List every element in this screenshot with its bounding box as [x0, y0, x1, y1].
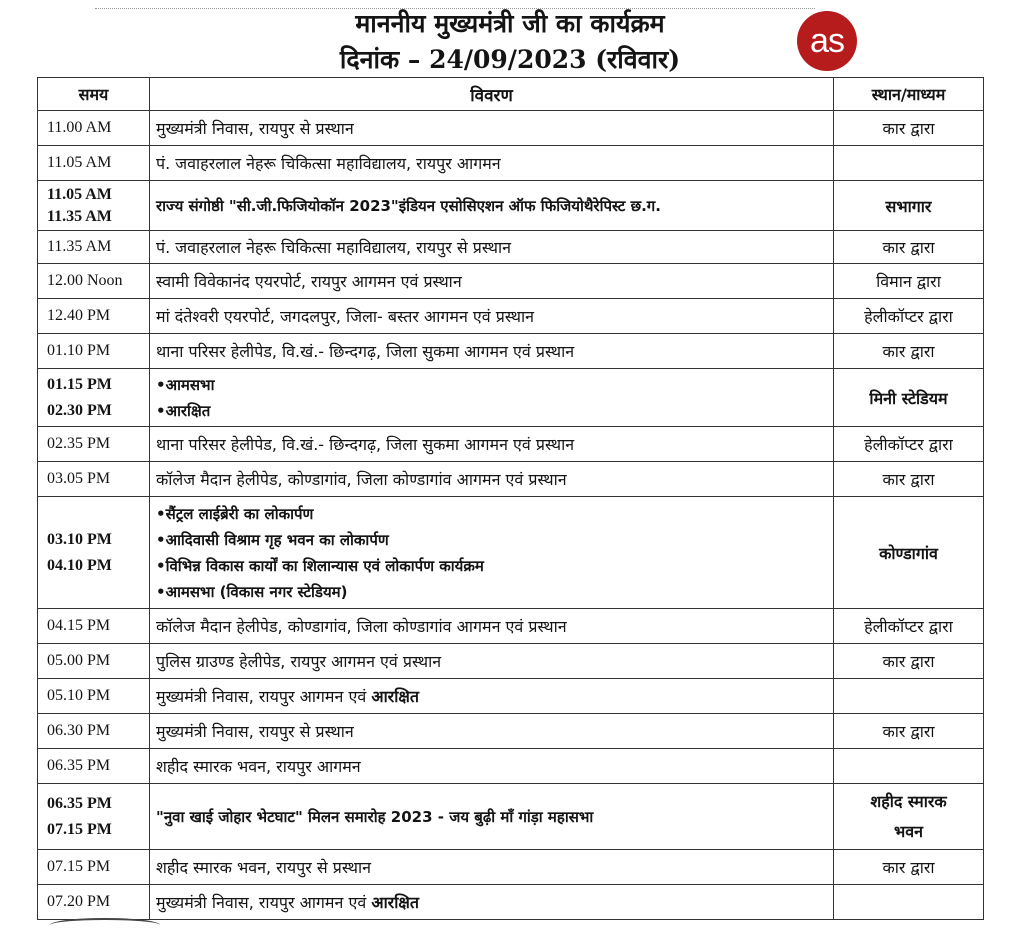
details-cell: कॉलेज मैदान हेलीपेड, कोण्डागांव, जिला कोण्डागांव आगमन एवं प्रस्थान: [150, 462, 834, 497]
details-cell: पुलिस ग्राउण्ड हेलीपेड, रायपुर आगमन एवं प्रस्थान: [150, 644, 834, 679]
table-row: [38, 264, 984, 299]
place-line: भवन: [893, 821, 924, 841]
place-cell: हेलीकॉप्टर द्वारा: [834, 427, 984, 462]
table-row: [38, 299, 984, 334]
table-row: [38, 850, 984, 885]
place-cell: [834, 749, 984, 784]
schedule-table: [37, 77, 984, 920]
time-end: 04.10 PM: [47, 556, 112, 574]
place-cell: कार द्वारा: [834, 644, 984, 679]
time-cell: [38, 369, 150, 427]
time-cell: 12.40 PM: [38, 299, 150, 334]
place-cell: [834, 784, 984, 850]
place-cell: [834, 146, 984, 181]
signature-mark: [50, 918, 160, 932]
place-cell: कार द्वारा: [834, 231, 984, 264]
time-cell: 07.15 PM: [38, 850, 150, 885]
place-cell: [834, 679, 984, 714]
details-cell: "नुवा खाई जोहार भेटघाट" मिलन समारोह 2023 - जय बुढ़ी मॉं गांड़ा महासभा: [150, 784, 834, 850]
time-cell: 02.35 PM: [38, 427, 150, 462]
place-cell: हेलीकॉप्टर द्वारा: [834, 609, 984, 644]
time-cell: 03.05 PM: [38, 462, 150, 497]
details-cell: कॉलेज मैदान हेलीपेड, कोण्डागांव, जिला कोण्डागांव आगमन एवं प्रस्थान: [150, 609, 834, 644]
time-start: 01.15 PM: [47, 375, 112, 393]
time-cell: 11.05 AM: [38, 146, 150, 181]
details-cell: थाना परिसर हेलीपेड, वि.खं.- छिन्दगढ़, जिला सुकमा आगमन एवं प्रस्थान: [150, 427, 834, 462]
table-row: [38, 885, 984, 920]
time-start: 06.35 PM: [47, 794, 112, 812]
place-cell: हेलीकॉप्टर द्वारा: [834, 299, 984, 334]
place-cell: कोण्डागांव: [834, 497, 984, 609]
details-cell: मुख्यमंत्री निवास, रायपुर से प्रस्थान: [150, 111, 834, 146]
details-cell: [150, 679, 834, 714]
time-cell: 04.15 PM: [38, 609, 150, 644]
page-date: दिनांक – 24/09/2023 (रविवार): [339, 45, 681, 74]
list-item: •आमसभा (विकास नगर स्टेडियम): [156, 582, 348, 601]
details-cell: [150, 369, 834, 427]
table-row: [38, 644, 984, 679]
details-cell: थाना परिसर हेलीपेड, वि.खं.- छिन्दगढ़, जिला सुकमा आगमन एवं प्रस्थान: [150, 334, 834, 369]
column-header-time: समय: [38, 78, 150, 111]
page-title: माननीय मुख्यमंत्री जी का कार्यक्रम: [355, 9, 665, 38]
table-row: [38, 784, 984, 850]
time-cell: 06.35 PM: [38, 749, 150, 784]
place-cell: कार द्वारा: [834, 850, 984, 885]
details-cell: शहीद स्मारक भवन, रायपुर आगमन: [150, 749, 834, 784]
as-logo: as: [797, 11, 857, 71]
table-row: [38, 231, 984, 264]
details-text: मुख्यमंत्री निवास, रायपुर आगमन एवं: [156, 687, 367, 706]
place-cell: कार द्वारा: [834, 111, 984, 146]
details-text: मुख्यमंत्री निवास, रायपुर आगमन एवं: [156, 893, 367, 912]
list-item: •आमसभा: [156, 375, 215, 394]
list-item: •विभिन्न विकास कार्यों का शिलान्यास एवं लोकार्पण कार्यक्रम: [156, 556, 484, 575]
time-cell: 11.00 AM: [38, 111, 150, 146]
table-row: [38, 111, 984, 146]
list-item: •आरक्षित: [156, 401, 211, 420]
details-cell: मां दंतेश्वरी एयरपोर्ट, जगदलपुर, जिला- बस्तर आगमन एवं प्रस्थान: [150, 299, 834, 334]
details-bold-text: आरक्षित: [371, 687, 419, 706]
time-end: 02.30 PM: [47, 401, 112, 419]
table-row: [38, 679, 984, 714]
details-cell: शहीद स्मारक भवन, रायपुर से प्रस्थान: [150, 850, 834, 885]
place-cell: सभागार: [834, 181, 984, 231]
table-row: [38, 462, 984, 497]
time-cell: 06.30 PM: [38, 714, 150, 749]
list-item: •आदिवासी विश्राम गृह भवन का लोकार्पण: [156, 530, 389, 549]
details-cell: पं. जवाहरलाल नेहरू चिकित्सा महाविद्यालय, रायपुर आगमन: [150, 146, 834, 181]
time-cell: [38, 497, 150, 609]
table-row: [38, 427, 984, 462]
details-cell: राज्य संगोष्ठी "सी.जी.फिजियोकॉन 2023"इंडियन एसोसिएशन ऑफ फिजियोथैरेपिस्ट छ.ग.: [150, 181, 834, 231]
list-item: •सैंट्रल लाईब्रेरी का लोकार्पण: [156, 504, 314, 523]
details-cell: स्वामी विवेकानंद एयरपोर्ट, रायपुर आगमन एवं प्रस्थान: [150, 264, 834, 299]
column-header-details: विवरण: [150, 78, 834, 111]
place-line: शहीद स्मारक: [870, 791, 947, 811]
time-start: 11.05 AM: [47, 185, 112, 203]
table-row: [38, 609, 984, 644]
time-cell: 05.00 PM: [38, 644, 150, 679]
place-cell: कार द्वारा: [834, 714, 984, 749]
time-cell: [38, 181, 150, 231]
place-cell: कार द्वारा: [834, 334, 984, 369]
details-cell: [150, 885, 834, 920]
table-row: [38, 369, 984, 427]
time-cell: 07.20 PM: [38, 885, 150, 920]
time-start: 03.10 PM: [47, 530, 112, 548]
table-row: [38, 146, 984, 181]
time-cell: 12.00 Noon: [38, 264, 150, 299]
details-cell: मुख्यमंत्री निवास, रायपुर से प्रस्थान: [150, 714, 834, 749]
table-header-row: [38, 78, 984, 111]
place-cell: कार द्वारा: [834, 462, 984, 497]
time-end: 07.15 PM: [47, 820, 112, 838]
details-bold-text: आरक्षित: [371, 893, 419, 912]
place-cell: [834, 885, 984, 920]
table-row: [38, 714, 984, 749]
time-cell: 11.35 AM: [38, 231, 150, 264]
time-cell: [38, 784, 150, 850]
table-row: [38, 334, 984, 369]
place-cell: मिनी स्टेडियम: [834, 369, 984, 427]
details-cell: पं. जवाहरलाल नेहरू चिकित्सा महाविद्यालय, रायपुर से प्रस्थान: [150, 231, 834, 264]
time-end: 11.35 AM: [47, 207, 112, 225]
column-header-place: स्थान/माध्यम: [834, 78, 984, 111]
place-cell: विमान द्वारा: [834, 264, 984, 299]
table-row: [38, 497, 984, 609]
time-cell: 01.10 PM: [38, 334, 150, 369]
table-row: [38, 181, 984, 231]
table-row: [38, 749, 984, 784]
time-cell: 05.10 PM: [38, 679, 150, 714]
details-cell: [150, 497, 834, 609]
